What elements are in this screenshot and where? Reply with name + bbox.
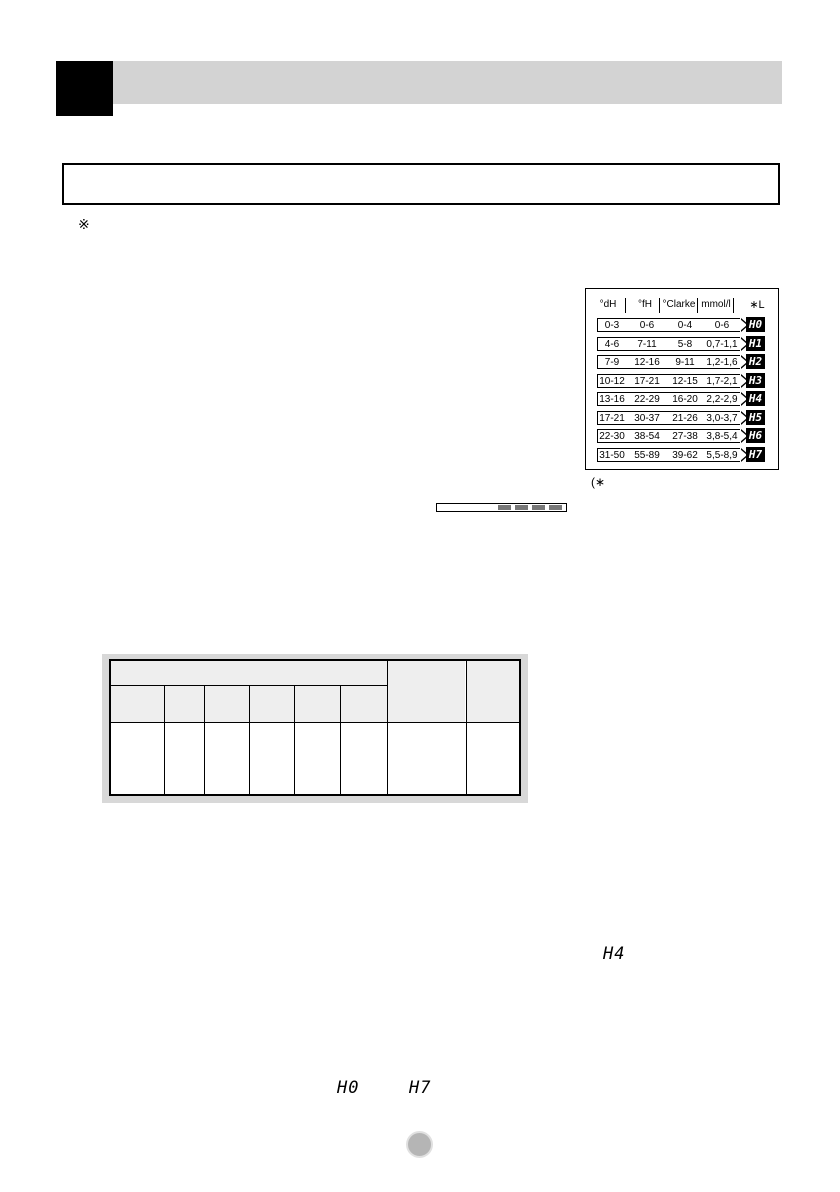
- cell-clarke: 16-20: [672, 394, 698, 405]
- hardness-level-code: H3: [746, 373, 765, 388]
- display-code-min: H0: [337, 1078, 360, 1098]
- cell-mmol: 1,7-2,1: [706, 375, 738, 387]
- display-code-default: H4: [603, 944, 626, 964]
- cell-clarke: 9-11: [675, 357, 695, 368]
- cell-clarke: 39-62: [672, 449, 698, 461]
- level-segment: [498, 505, 511, 510]
- cell-dh: 17-21: [599, 412, 625, 424]
- cell-dh: 31-50: [599, 449, 625, 461]
- hardness-row: [597, 411, 740, 425]
- cell-fh: 55-89: [634, 449, 660, 461]
- cell-fh: 0-6: [639, 320, 655, 331]
- cell-clarke: 0-4: [677, 320, 693, 331]
- hardness-row: [597, 318, 740, 332]
- hardness-level-code: H5: [746, 410, 765, 425]
- display-code-max: H7: [409, 1078, 432, 1098]
- col-header-dh: °dH: [599, 299, 617, 310]
- col-header-mmol: mmol/l: [701, 299, 731, 310]
- cell-fh: 12-16: [634, 357, 660, 368]
- hardness-level-code: H4: [746, 391, 765, 406]
- page-number-badge: [406, 1131, 433, 1158]
- cell-dh: 22-30: [599, 431, 625, 442]
- table-rule: [340, 685, 341, 794]
- reference-mark: ※: [78, 216, 90, 232]
- cell-clarke: 5-8: [677, 338, 693, 350]
- hardness-level-code: H1: [746, 336, 765, 351]
- header-divider: [625, 298, 626, 313]
- cell-fh: 30-37: [634, 412, 660, 424]
- table-rule: [294, 685, 295, 794]
- footnote-mark: (∗: [591, 475, 606, 489]
- hardness-row: [597, 355, 740, 369]
- col-header-fh: °fH: [638, 299, 652, 310]
- table-header-cell: [466, 661, 519, 722]
- cell-dh: 10-12: [599, 375, 625, 387]
- table-header-cell: [388, 661, 465, 722]
- col-header-clarke: °Clarke: [662, 299, 696, 310]
- hardness-row: [597, 374, 740, 388]
- hardness-level-code: H2: [746, 354, 765, 369]
- cell-clarke: 27-38: [672, 431, 698, 442]
- section-marker-block: [56, 61, 113, 116]
- section-header-bar: [113, 61, 782, 104]
- level-segment: [515, 505, 528, 510]
- hardness-row: [597, 337, 740, 351]
- hardness-level-code: H0: [746, 317, 765, 332]
- table-rule: [387, 661, 388, 794]
- hardness-row: [597, 448, 740, 462]
- cell-fh: 7-11: [637, 338, 657, 350]
- hardness-row: [597, 392, 740, 406]
- cell-mmol: 3,8-5,4: [706, 431, 738, 442]
- cell-mmol: 3,0-3,7: [706, 412, 738, 424]
- table-rule: [249, 685, 250, 794]
- table-rule: [204, 685, 205, 794]
- level-segment: [532, 505, 545, 510]
- table-rule: [111, 722, 519, 723]
- cell-mmol: 5,5-8,9: [706, 449, 738, 461]
- cell-clarke: 12-15: [672, 375, 698, 387]
- col-header-level: ∗L: [749, 299, 765, 311]
- settings-table: [109, 659, 521, 796]
- hardness-level-code: H6: [746, 428, 765, 443]
- hardness-row: [597, 429, 740, 443]
- table-rule: [466, 661, 467, 794]
- cell-fh: 38-54: [634, 431, 660, 442]
- cell-mmol: 0,7-1,1: [706, 338, 738, 350]
- hardness-level-code: H7: [746, 447, 765, 462]
- cell-mmol: 0-6: [714, 320, 730, 331]
- hardness-level-indicator: [436, 503, 567, 512]
- water-hardness-table: [585, 288, 779, 470]
- section-title-box: [62, 163, 780, 205]
- level-segment: [549, 505, 562, 510]
- cell-dh: 13-16: [599, 394, 625, 405]
- cell-fh: 22-29: [634, 394, 660, 405]
- table-rule: [164, 685, 165, 794]
- cell-mmol: 2,2-2,9: [706, 394, 738, 405]
- cell-dh: 0-3: [604, 320, 620, 331]
- cell-clarke: 21-26: [672, 412, 698, 424]
- cell-dh: 4-6: [604, 338, 620, 350]
- header-divider: [733, 298, 734, 313]
- cell-fh: 17-21: [634, 375, 660, 387]
- cell-mmol: 1,2-1,6: [706, 357, 738, 368]
- cell-dh: 7-9: [604, 357, 620, 368]
